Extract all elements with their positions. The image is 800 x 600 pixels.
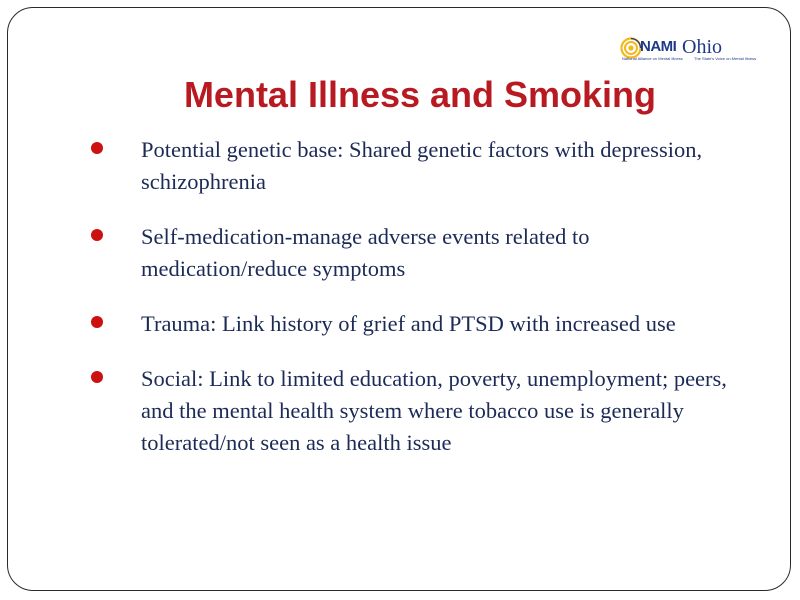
logo-tagline-right: The State's Voice on Mental Illness [694,56,757,61]
bullet-icon [91,316,103,328]
logo-brand-text: NAMI [640,38,677,55]
bullet-item [88,308,758,340]
bullet-text: Trauma: Link history of grief and PTSD with increased use [141,311,676,336]
bullet-icon [91,371,103,383]
bullet-icon [91,229,103,241]
bullet-item [88,134,758,198]
bullet-list [88,134,758,482]
slide-title: Mental Illness and Smoking [183,74,657,115]
nami-ohio-logo [620,36,760,66]
bullet-item [88,363,758,459]
bullet-text: Social: Link to limited education, poverty, unemployment; peers, and the mental health system where tobacco use is generally tolerated/not seen as a health issue [141,366,727,455]
bullet-text: Self-medication-manage adverse events related to medication/reduce symptoms [141,224,590,281]
logo-tagline-left: National Alliance on Mental Illness [622,56,683,61]
bullet-text: Potential genetic base: Shared genetic factors with depression, schizophrenia [141,137,703,194]
bullet-icon [91,142,103,154]
logo-region-text: Ohio [682,36,722,58]
bullet-item [88,221,758,285]
